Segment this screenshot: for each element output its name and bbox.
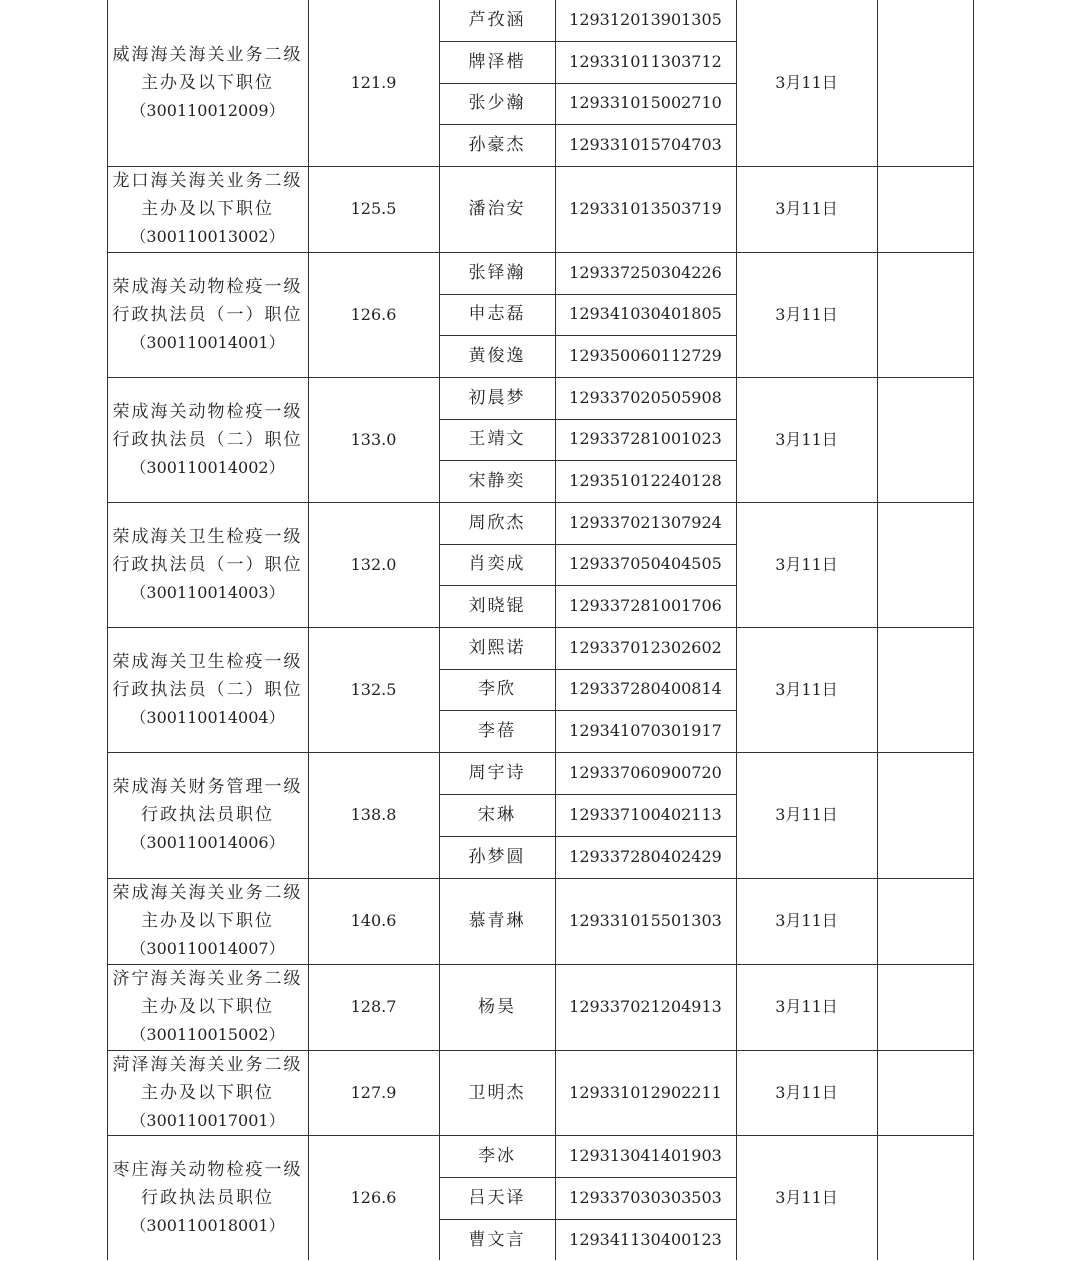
position-name: 荣成海关海关业务二级 <box>112 883 303 903</box>
column-border <box>973 0 974 1260</box>
position-code: （300110014003） <box>130 582 285 602</box>
position-code: （300110013002） <box>130 227 285 246</box>
position-name: 荣成海关卫生检疫一级 <box>112 651 303 672</box>
candidate-name: 王靖文 <box>468 429 526 450</box>
score-cell: 125.5 <box>350 199 397 218</box>
position-code: （300110014007） <box>130 939 285 958</box>
candidate-exam-id: 129337250304226 <box>569 262 722 282</box>
candidate-name: 慕青琳 <box>468 911 526 931</box>
candidate-exam-id: 129341130400123 <box>569 1230 722 1249</box>
position-name: 主办及以下职位 <box>141 911 274 931</box>
candidate-exam-id: 129337012302602 <box>569 637 722 657</box>
score-cell: 128.7 <box>350 997 397 1016</box>
score-cell: 126.6 <box>350 304 397 324</box>
position-code: （300110018001） <box>130 1216 285 1235</box>
position-cell <box>107 964 308 1050</box>
candidate-name: 孙豪杰 <box>468 135 526 156</box>
remarks-cell <box>877 627 973 752</box>
position-name: 主办及以下职位 <box>141 199 274 219</box>
position-name: 行政执法员（二）职位 <box>112 429 303 450</box>
candidate-exam-id: 129337060900720 <box>569 763 722 782</box>
position-cell <box>107 627 308 752</box>
candidate-name: 张少瀚 <box>468 93 526 114</box>
candidate-name: 李欣 <box>478 679 516 700</box>
score-cell: 138.8 <box>350 805 397 824</box>
candidate-name: 宋静奕 <box>468 471 526 492</box>
remarks-cell <box>877 1050 973 1135</box>
score-cell: 132.0 <box>350 554 397 574</box>
interview-date-cell: 3月11日 <box>775 199 838 218</box>
candidate-exam-id: 129331015704703 <box>569 135 722 155</box>
interview-date-cell: 3月11日 <box>775 679 838 699</box>
candidate-exam-id: 129337030303503 <box>569 1188 722 1207</box>
score-cell: 121.9 <box>350 72 397 92</box>
interview-date-cell: 3月11日 <box>775 72 838 92</box>
score-cell: 126.6 <box>350 1188 397 1207</box>
candidate-exam-id: 129337021307924 <box>569 512 722 532</box>
candidate-name: 申志磊 <box>468 304 526 325</box>
position-name: 菏泽海关海关业务二级 <box>112 1054 303 1075</box>
position-name: 主办及以下职位 <box>141 997 274 1017</box>
remarks-cell <box>877 878 973 964</box>
position-name: 主办及以下职位 <box>141 1082 274 1103</box>
candidate-exam-id: 129331013503719 <box>569 199 722 218</box>
candidate-exam-id: 129337280402429 <box>569 847 722 866</box>
position-name: 济宁海关海关业务二级 <box>112 969 303 989</box>
candidate-name: 黄俊逸 <box>468 346 526 367</box>
position-cell <box>107 878 308 964</box>
position-cell <box>107 377 308 502</box>
position-name: 枣庄海关动物检疫一级 <box>112 1160 303 1180</box>
candidate-name: 周欣杰 <box>468 512 526 533</box>
position-code: （300110014001） <box>130 332 285 352</box>
position-cell <box>107 0 308 166</box>
candidate-exam-id: 129337281001706 <box>569 596 722 616</box>
position-name: 行政执法员（二）职位 <box>112 679 303 700</box>
score-cell: 132.5 <box>350 679 397 699</box>
position-code: （300110014006） <box>130 833 285 852</box>
interview-date-cell: 3月11日 <box>775 1082 838 1102</box>
candidate-exam-id: 129337020505908 <box>569 387 722 407</box>
candidate-name: 肖奕成 <box>468 554 526 575</box>
position-name: 荣成海关动物检疫一级 <box>112 276 303 297</box>
candidate-name: 曹文言 <box>468 1230 526 1250</box>
candidate-exam-id: 129331015002710 <box>569 93 722 113</box>
candidate-exam-id: 129341070301917 <box>569 721 722 741</box>
score-cell: 127.9 <box>350 1082 397 1102</box>
candidate-exam-id: 129312013901305 <box>569 9 722 29</box>
position-name: 龙口海关海关业务二级 <box>112 171 303 191</box>
candidate-name: 刘熙诺 <box>468 637 526 658</box>
interview-date-cell: 3月11日 <box>775 429 838 449</box>
remarks-cell <box>877 252 973 377</box>
candidate-name: 李蓓 <box>478 721 516 742</box>
candidate-name: 牌泽楷 <box>468 51 526 72</box>
remarks-cell <box>877 752 973 878</box>
candidate-name: 卫明杰 <box>468 1082 526 1103</box>
candidate-exam-id: 129337050404505 <box>569 554 722 574</box>
position-cell <box>107 1050 308 1135</box>
position-cell <box>107 252 308 377</box>
candidate-exam-id: 129341030401805 <box>569 304 722 324</box>
candidate-name: 周宇诗 <box>468 763 526 783</box>
position-name: 行政执法员（一）职位 <box>112 554 303 575</box>
candidate-exam-id: 129337100402113 <box>569 805 722 824</box>
candidate-exam-id: 129337021204913 <box>569 997 722 1016</box>
interview-date-cell: 3月11日 <box>775 911 838 930</box>
position-code: （300110017001） <box>130 1110 285 1130</box>
candidate-name: 刘晓锟 <box>468 596 526 617</box>
position-cell <box>107 166 308 252</box>
interview-date-cell: 3月11日 <box>775 554 838 574</box>
position-code: （300110012009） <box>130 100 285 120</box>
candidate-exam-id: 129350060112729 <box>569 346 722 366</box>
position-code: （300110014004） <box>130 707 285 727</box>
candidate-exam-id: 129337281001023 <box>569 429 722 449</box>
position-name: 行政执法员职位 <box>141 805 274 825</box>
interview-date-cell: 3月11日 <box>775 997 838 1016</box>
interview-date-cell: 3月11日 <box>775 805 838 824</box>
position-name: 荣成海关动物检疫一级 <box>112 401 303 422</box>
score-cell: 140.6 <box>350 911 397 930</box>
candidate-name: 张铎瀚 <box>468 262 526 283</box>
score-cell: 133.0 <box>350 429 397 449</box>
position-cell <box>107 1135 308 1261</box>
remarks-cell <box>877 377 973 502</box>
remarks-cell <box>877 0 973 166</box>
position-code: （300110014002） <box>130 457 285 477</box>
candidate-name: 吕天译 <box>468 1188 526 1208</box>
candidate-exam-id: 129331011303712 <box>569 51 722 71</box>
interview-date-cell: 3月11日 <box>775 1188 838 1207</box>
interview-date-cell: 3月11日 <box>775 304 838 324</box>
position-name: 主办及以下职位 <box>141 72 274 93</box>
position-name: 威海海关海关业务二级 <box>112 44 303 65</box>
candidate-name: 李冰 <box>478 1146 516 1166</box>
position-code: （300110015002） <box>130 1025 285 1044</box>
remarks-cell <box>877 1135 973 1261</box>
position-cell <box>107 502 308 627</box>
candidate-name: 杨昊 <box>478 997 516 1017</box>
candidate-exam-id: 129313041401903 <box>569 1146 722 1165</box>
candidate-name: 芦孜涵 <box>468 9 526 30</box>
position-name: 行政执法员（一）职位 <box>112 304 303 325</box>
remarks-cell <box>877 502 973 627</box>
candidate-exam-id: 129351012240128 <box>569 471 722 491</box>
remarks-cell <box>877 166 973 252</box>
candidate-name: 宋琳 <box>478 805 516 825</box>
candidate-exam-id: 129337280400814 <box>569 679 722 699</box>
candidate-name: 孙梦圆 <box>468 847 526 867</box>
candidate-name: 初晨梦 <box>468 387 526 408</box>
position-name: 行政执法员职位 <box>141 1188 274 1208</box>
position-name: 荣成海关财务管理一级 <box>112 777 303 797</box>
candidate-exam-id: 129331012902211 <box>569 1082 722 1102</box>
remarks-cell <box>877 964 973 1050</box>
position-name: 荣成海关卫生检疫一级 <box>112 526 303 547</box>
candidate-exam-id: 129331015501303 <box>569 911 722 930</box>
position-cell <box>107 752 308 878</box>
candidate-name: 潘治安 <box>468 199 526 219</box>
